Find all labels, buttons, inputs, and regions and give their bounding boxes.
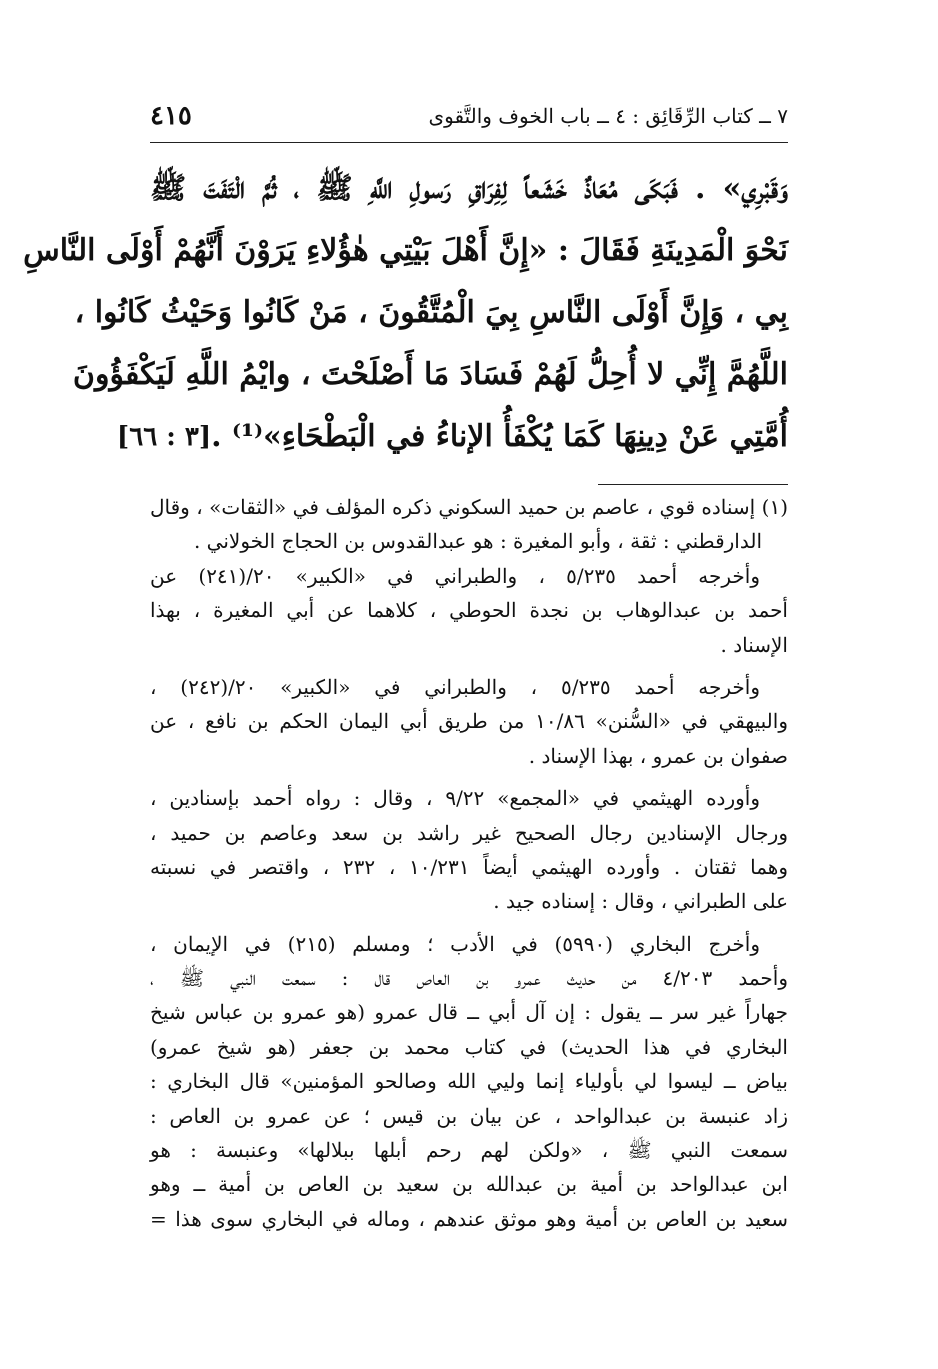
footnote-separator xyxy=(598,484,788,485)
main-text-line: بِي ، وَإِنَّ أَوْلَى النَّاسِ بِيَ الْمُتَّقُونَ ، مَنْ كَانُوا وَحَيْثُ كَانُوا ، xyxy=(74,295,788,330)
footnote-line: ورجال الإسنادين رجال الصحيح غير راشد بن سعد وعاصم بن حميد ، xyxy=(150,820,788,845)
footnote-line: زاد عنبسة بن عبدالواحد ، عن بيان بن قيس ؛ عن عمرو بن العاص : xyxy=(150,1103,788,1128)
footnote-line: الدارقطني : ثقة ، وأبو المغيرة : هو عبدالقدوس بن الحجاج الخولاني . xyxy=(193,529,762,554)
running-title: ٧ ــ كتاب الرِّقَائِق : ٤ ــ باب الخوف والتَّقوى xyxy=(428,104,788,128)
main-text-line: اللَّهُمَّ إِنِّي لا أُحِلُّ لَهُمْ فَسَادَ مَا أَصْلَحْتَ ، وايْمُ اللَّهِ لَيَكْفَؤُونَ xyxy=(72,357,788,392)
footnotes xyxy=(150,490,788,1236)
footnote-line: وأخرجه أحمد ٥/٢٣٥ ، والطبراني في «الكبير» ٢٠/(٢٤١) عن xyxy=(150,563,760,588)
footnote-line: على الطبراني ، وقال : إسناده جيد . xyxy=(493,889,788,914)
footnote-line: وأخرجه أحمد ٥/٢٣٥ ، والطبراني في «الكبير» ٢٠/(٢٤٢) ، xyxy=(150,674,760,699)
header-rule xyxy=(150,142,788,143)
footnote-line: صفوان بن عمرو ، بهذا الإسناد . xyxy=(528,743,788,768)
hadith-reference: [٣ : ٦٦] xyxy=(116,422,212,452)
footnote-line: سمعت النبي ﷺ ، «ولكن لهم رحم أبلها ببلالها» وعنبسة : هو xyxy=(150,1138,788,1163)
main-text xyxy=(23,158,788,468)
footnote-line: والبيهقي في «السُّنن» ١٠/٨٦ من طريق أبي اليمان الحكم بن نافع ، عن xyxy=(150,709,788,734)
footnote-line: وأخرج البخاري (٥٩٩٠) في الأدب ؛ ومسلم (٢١٥) في الإيمان ، xyxy=(150,931,761,956)
main-text-line: نَحْوَ الْمَدِينَةِ فَقَالَ : «إِنَّ أَهْلَ بَيْتِي هٰؤُلاءِ يَرَوْنَ أَنَّهُمْ أَوْلَى النَّاسِ xyxy=(23,233,788,268)
running-header xyxy=(150,96,788,136)
footnote-line: البخاري في هذا الحديث) في كتاب محمد بن جعفر (هو شيخ عمرو) xyxy=(150,1034,788,1059)
footnote-line: جهاراً غير سر ــ يقول : إن آل أبي ــ قال عمرو (هو عمرو بن عباس شيخ xyxy=(150,1000,788,1025)
footnote-line: وأورده الهيثمي في «المجمع» ٩/٢٢ ، وقال : رواه أحمد بإسنادين ، xyxy=(150,786,760,811)
page-number: ٤١٥ xyxy=(150,101,192,131)
footnote-line: (١) إسناده قوي ، عاصم بن حميد السكوني ذكره المؤلف في «الثقات» ، وقال xyxy=(150,495,788,519)
footnote-line: أحمد بن عبدالوهاب بن نجدة الحوطي ، كلاهما عن أبي المغيرة ، بهذا xyxy=(150,598,788,623)
footnote-line: بياض ــ ليسوا لي بأولياء إنما وليي الله وصالحو المؤمنين» قال البخاري : xyxy=(150,1069,788,1094)
footnote-line: ابن عبدالواحد بن أمية بن عبدالله بن سعيد بن العاص بن أمية ــ وهو xyxy=(150,1172,788,1197)
footnote-line: وأحمد ٤/٢٠٣ من حديث عمرو بن العاص قال : سمعت النبي ﷺ ، xyxy=(150,966,788,991)
footnote-line: الإسناد . xyxy=(720,632,788,657)
main-text-line: أُمَّتِي عَنْ دِينِهَا كَمَا يُكْفَأُ الإناءُ في الْبَطْحَاءِ»⁽¹⁾ . xyxy=(211,419,788,454)
main-text-last-line xyxy=(116,406,788,468)
main-text-line: وَقَبْرِي» . فَبَكَى مُعَاذٌ خَشَعاً لِفِرَاقِ رَسولِ اللَّهِ ﷺ ، ثُمَّ الْتَفَتَ ﷺ xyxy=(150,171,788,206)
footnote-line: سعيد بن العاص بن أمية وهو موثق عندهم ، وماله في البخاري سوى هذا = xyxy=(150,1206,788,1231)
footnote-line: وهما ثقتان . وأورده الهيثمي أيضاً ١٠/٢٣١ ، ٢٣٢ ، واقتصر في نسبته xyxy=(150,854,789,879)
